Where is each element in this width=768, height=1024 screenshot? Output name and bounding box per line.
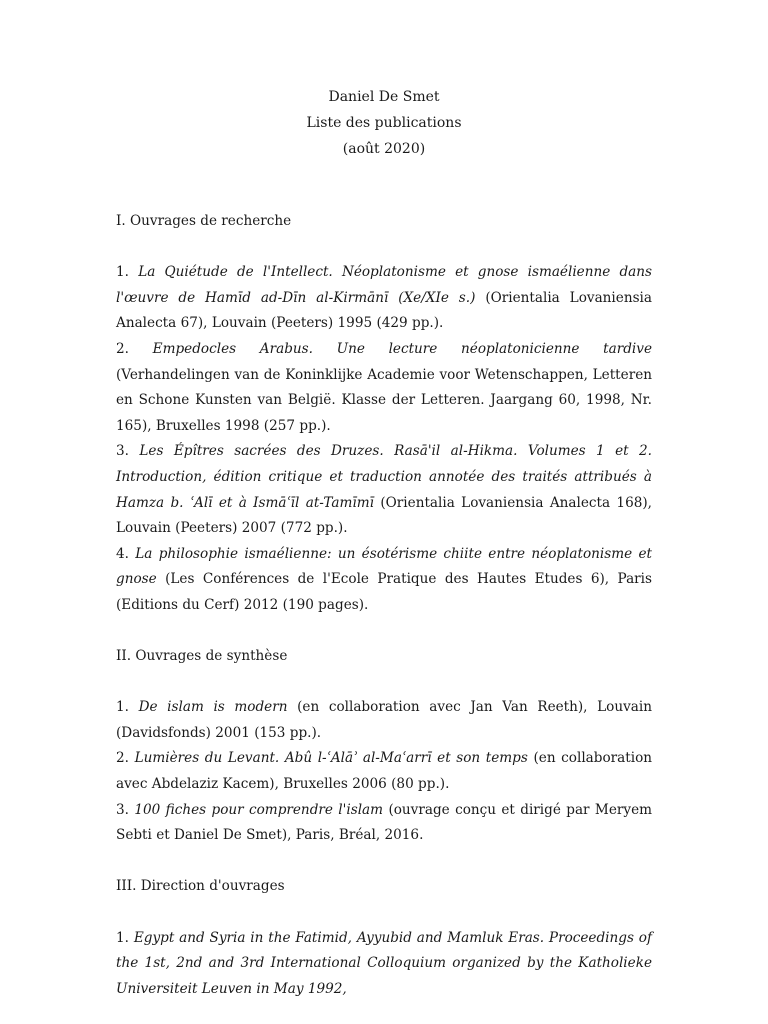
entry-number: 2. xyxy=(116,750,129,767)
entry-details: (ouvrage conçu et dirigé par Meryem Sebti et Daniel De Smet), Paris, Bréal, 2016. xyxy=(116,801,652,844)
spacer xyxy=(116,619,652,645)
entry-title: La Quiétude de l'Intellect. Néoplatonisme et gnose ismaélienne dans l'œuvre de Hamīd ad-Dīn al-Kirmānī (Xe/XIe s.) xyxy=(116,264,653,306)
publication-entry xyxy=(116,439,652,541)
entry-title: Empedocles Arabus. Une lecture néoplatonicienne tardive xyxy=(152,340,652,357)
entry-title: La philosophie ismaélienne: un ésotérisme chiite entre néoplatonisme et gnose xyxy=(116,545,652,588)
entry-number: 4. xyxy=(116,545,129,562)
entry-number: 1. xyxy=(116,929,129,946)
entry-title: De islam is modern xyxy=(138,699,288,716)
entry-title: Egypt and Syria in the Fatimid, Ayyubid and Mamluk Eras. Proceedings of the 1st, 2nd and 3rd International Colloquium organized by the Katholieke Universiteit Leuven in May 1992, xyxy=(116,929,652,997)
entry-number: 1. xyxy=(116,264,129,281)
publication-entry xyxy=(116,926,652,1003)
document-title: Liste des publications xyxy=(306,115,462,131)
publication-entry xyxy=(116,798,652,849)
publication-entry xyxy=(116,260,652,337)
document-date: (août 2020) xyxy=(342,141,426,157)
section-title: I. Ouvrages de recherche xyxy=(116,213,292,229)
spacer xyxy=(116,849,652,875)
entry-number: 3. xyxy=(116,801,129,818)
entry-title: 100 fiches pour comprendre l'islam xyxy=(134,801,384,818)
entry-number: 2. xyxy=(116,340,129,357)
entry-details: (Verhandelingen van de Koninklijke Academie voor Wetenschappen, Letteren en Schone Kunsten van België. Klasse der Letteren. Jaargang 60, 1998, Nr. 165), Bruxelles 1998 (257 pp.). xyxy=(116,366,652,434)
publication-entry xyxy=(116,746,652,797)
publication-entry xyxy=(116,542,652,619)
entry-details: (Orientalia Lovaniensia Analecta 67), Louvain (Peeters) 1995 (429 pp.). xyxy=(116,289,652,332)
section-title: III. Direction d'ouvrages xyxy=(116,878,285,895)
entry-number: 3. xyxy=(116,443,129,460)
entry-title: Les Épîtres sacrées des Druzes. Rasā'il al-Hikma. Volumes 1 et 2. Introduction, édition critique et traduction annotée des traités attribués à Hamza b. ʿAlī et à Ismāʿīl at-Tamīmī xyxy=(116,443,652,511)
author-name: Daniel De Smet xyxy=(328,89,440,105)
entry-details: (Les Conférences de l'Ecole Pratique des Hautes Etudes 6), Paris (Editions du Cerf) 2012 (190 pages). xyxy=(116,571,652,613)
document-body xyxy=(116,209,652,1002)
entry-number: 1. xyxy=(116,699,129,716)
section-title: II. Ouvrages de synthèse xyxy=(116,648,288,665)
entry-details: (en collaboration avec Jan Van Reeth), Louvain (Davidsfonds) 2001 (153 pp.). xyxy=(116,699,652,741)
entry-details: (en collaboration avec Abdelaziz Kacem), Bruxelles 2006 (80 pp.). xyxy=(116,750,653,793)
entry-details: (Orientalia Lovaniensia Analecta 168), Louvain (Peeters) 2007 (772 pp.). xyxy=(116,494,653,537)
entry-title: Lumières du Levant. Abû l-ʿAlāʾ al-Maʿarrī et son temps xyxy=(134,750,528,767)
publication-entry xyxy=(116,337,652,439)
publication-entry xyxy=(116,695,652,746)
document-header xyxy=(0,84,768,162)
